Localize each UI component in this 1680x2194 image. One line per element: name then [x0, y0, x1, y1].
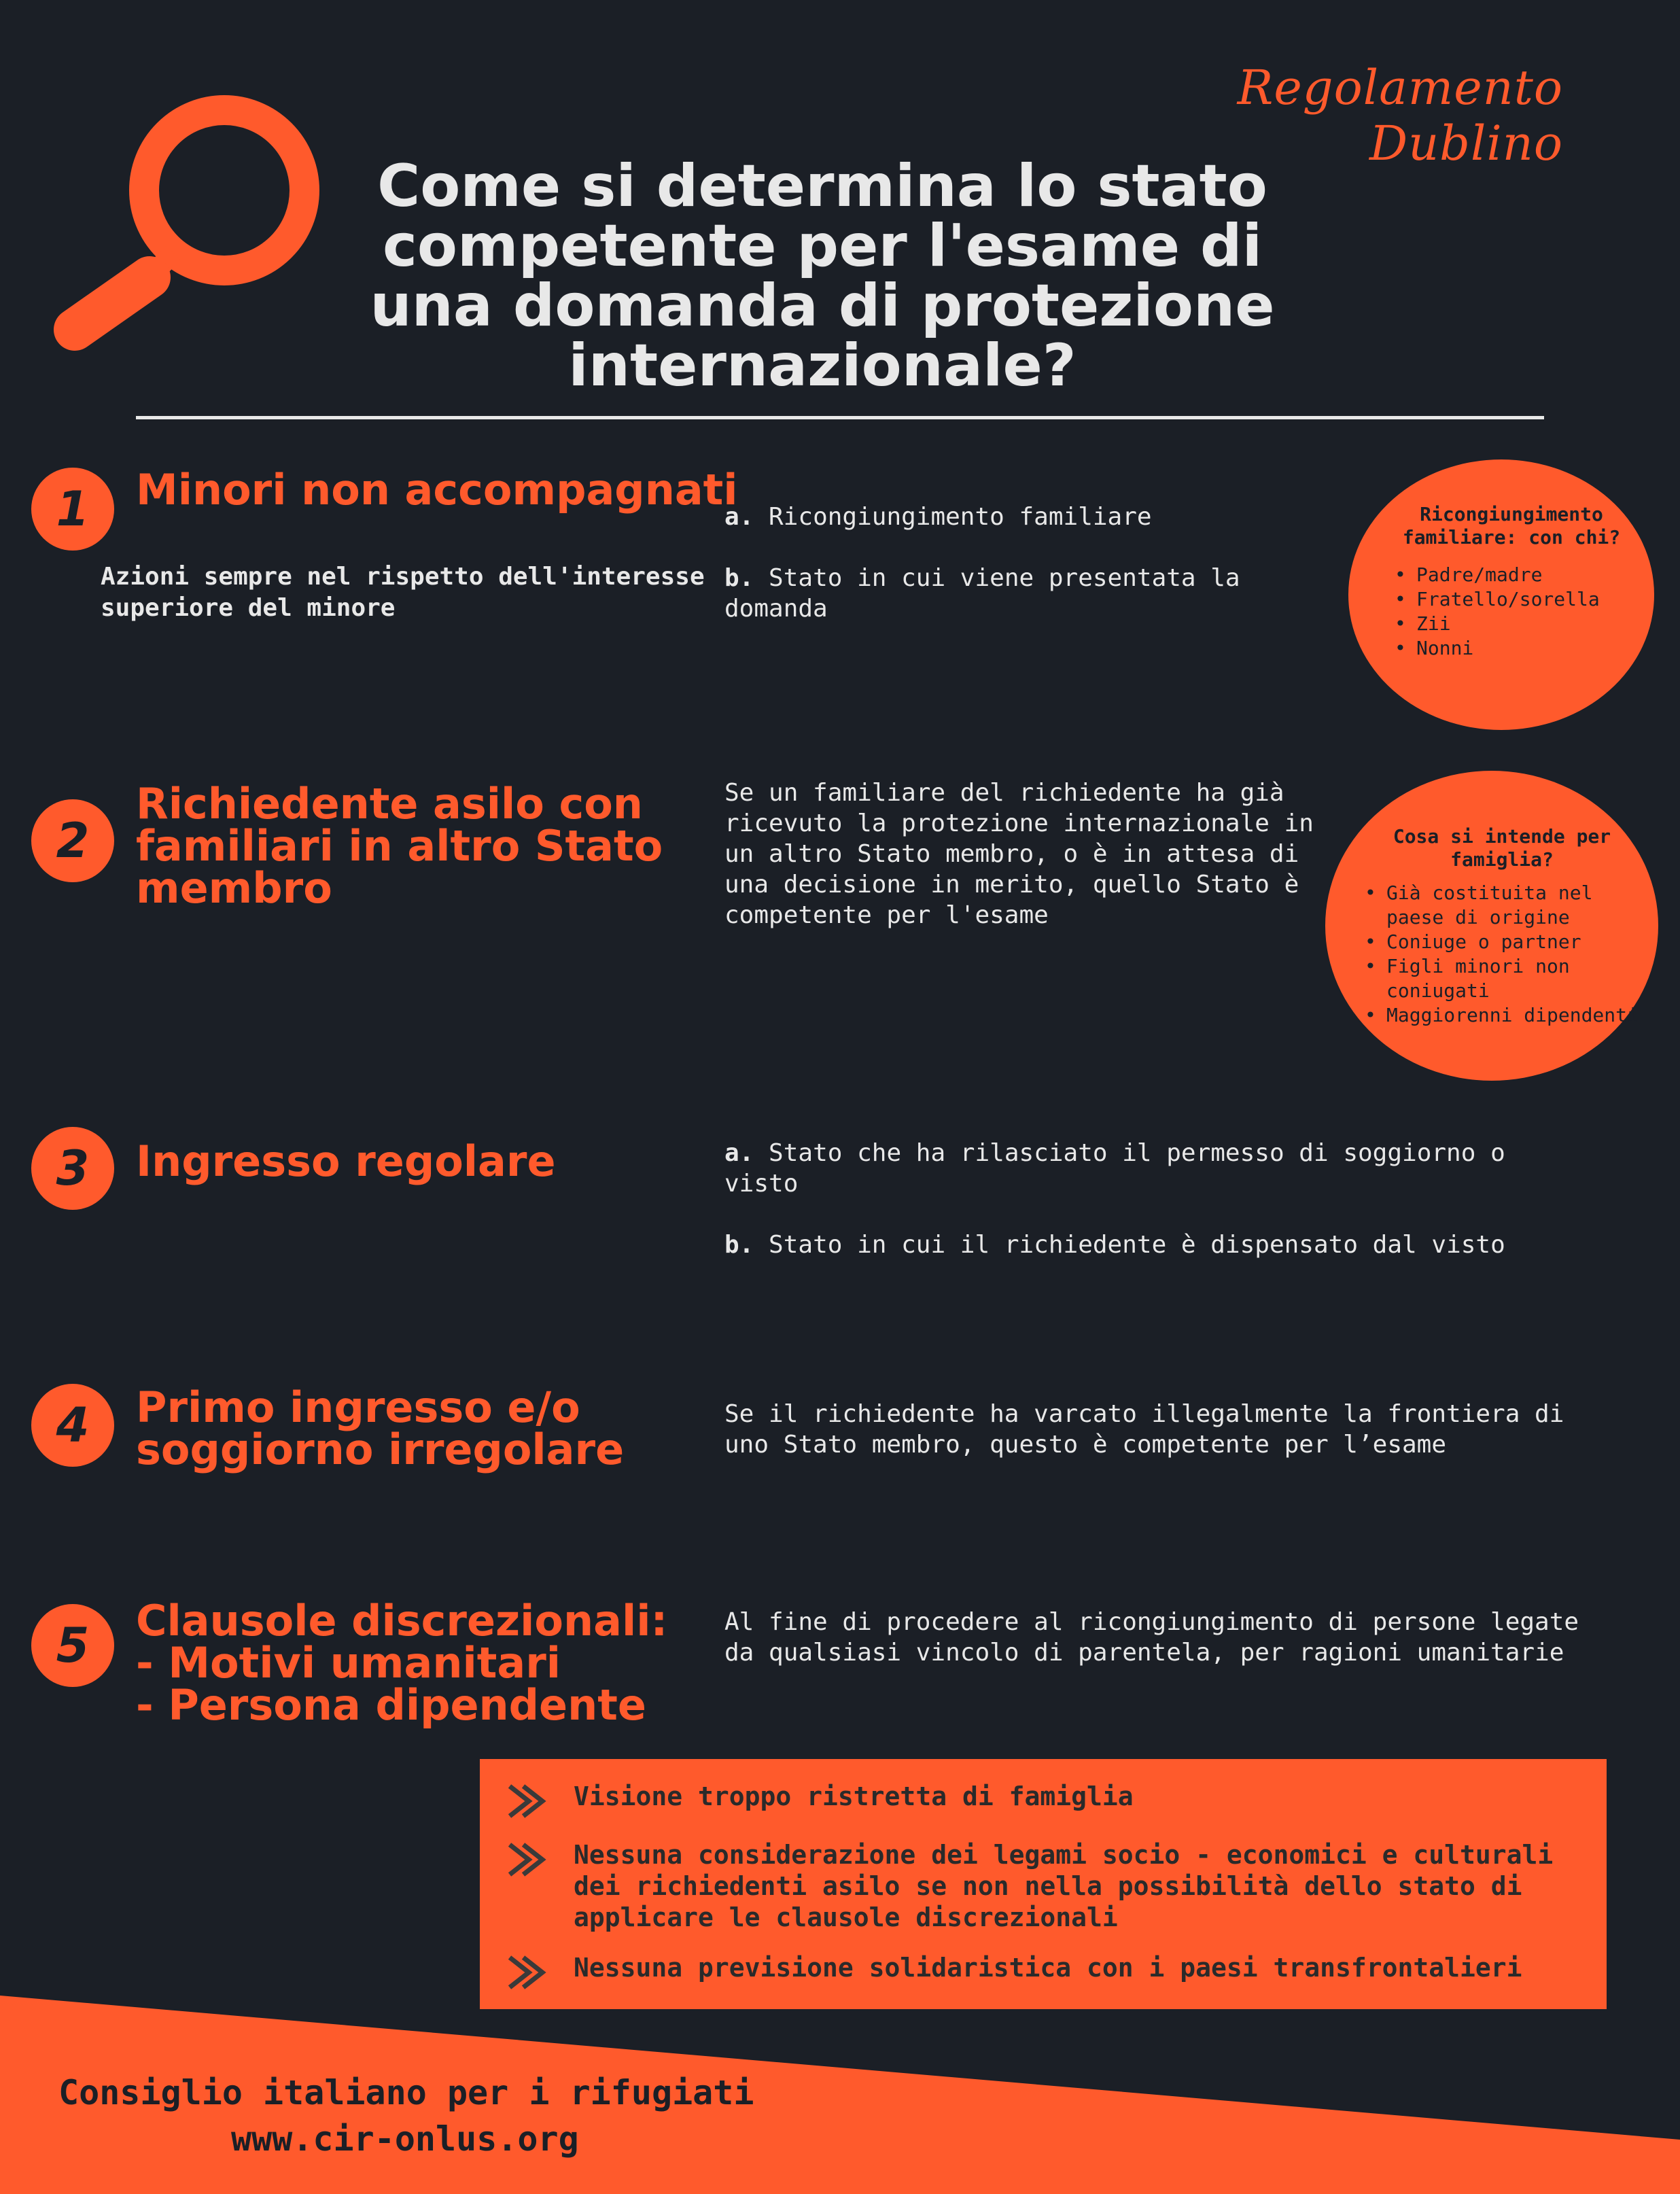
section-description-2: Se un familiare del richiedente ha già ricevuto la protezione internazionale in un altro Stato membro, o è in attesa di una decisione in merito, quello Stato è competente per l'esame [724, 779, 1314, 929]
list-item: a. Stato che ha rilasciato il permesso di soggiorno o visto [724, 1139, 1505, 1198]
section-title-4: Primo ingresso e/o soggiorno irregolare [136, 1382, 625, 1474]
critique-item [507, 1952, 1586, 1991]
critique-text: Nessuna previsione solidaristica con i paesi transfrontalieri [574, 1953, 1522, 1983]
list-item: b. Stato in cui viene presentata la domanda [724, 564, 1240, 623]
list-item: • Già costituita nel paese di origine [1359, 881, 1645, 930]
magnifier-icon [48, 95, 333, 353]
section-description-4: Se il richiedente ha varcato illegalmente la frontiera di uno Stato membro, questo è competente per l’esame [724, 1400, 1564, 1459]
info-bubble-family-reunification [1348, 459, 1654, 730]
section-number-1: 1 [31, 468, 114, 551]
list-item: • Figli minori non coniugati [1359, 954, 1645, 1003]
critique-text: Nessuna considerazione dei legami socio - economici e culturali dei richiedenti asilo se non nella possibilità dello stato di applicare le clausole discrezionali [574, 1840, 1554, 1932]
bubble-title: Ricongiungimento familiare: con chi? [1402, 503, 1621, 548]
section-description-5: Al fine di procedere al ricongiungimento di persone legate da qualsiasi vincolo di parentela, per ragioni umanitarie [724, 1608, 1579, 1667]
footer-organization: Consiglio italiano per i rifugiati [58, 2073, 754, 2112]
critique-text: Visione troppo ristretta di famiglia [574, 1781, 1134, 1811]
list-item: • Fratello/sorella [1389, 587, 1634, 612]
section-title-5: Clausole discrezionali: - Motivi umanitari - Persona dipendente [136, 1596, 668, 1730]
list-item: • Coniuge o partner [1359, 930, 1645, 954]
list-item: b. Stato in cui il richiedente è dispensato dal visto [724, 1231, 1505, 1259]
bubble-title: Cosa si intende per famiglia? [1393, 825, 1611, 871]
section-number-5: 5 [31, 1604, 114, 1687]
double-chevron-icon [507, 1841, 556, 1879]
section-number-3: 3 [31, 1127, 114, 1210]
section-description-3 [724, 1138, 1581, 1291]
critique-item [507, 1781, 1586, 1820]
section-number-2: 2 [31, 799, 114, 882]
footer-website-link[interactable]: www.cir-onlus.org [231, 2119, 579, 2159]
list-item: a. Ricongiungimento familiare [724, 503, 1152, 531]
list-item: • Nonni [1389, 636, 1634, 661]
section-number-4: 4 [31, 1384, 114, 1467]
section-title-2: Richiedente asilo con familiari in altro Stato membro [136, 779, 663, 913]
list-item: • Zii [1389, 612, 1634, 636]
section-title-3: Ingresso regolare [136, 1136, 556, 1186]
page-title: Come si determina lo stato competente per l'esame di una domanda di protezione internazionale? [370, 152, 1275, 400]
section-description-1 [724, 502, 1302, 655]
title-divider [136, 416, 1544, 419]
section-title-1: Minori non accompagnati [136, 465, 738, 515]
double-chevron-icon [507, 1953, 556, 1991]
list-item: • Padre/madre [1389, 563, 1634, 587]
brand-tag: Regolamento Dublino [1237, 60, 1563, 171]
critique-box [480, 1759, 1607, 2009]
list-item: • Maggiorenni dipendenti [1359, 1003, 1645, 1028]
double-chevron-icon [507, 1782, 556, 1820]
critique-item [507, 1839, 1586, 1933]
info-bubble-family-definition [1325, 771, 1658, 1081]
section-subtitle-1: Azioni sempre nel rispetto dell'interesse superiore del minore [101, 563, 705, 622]
